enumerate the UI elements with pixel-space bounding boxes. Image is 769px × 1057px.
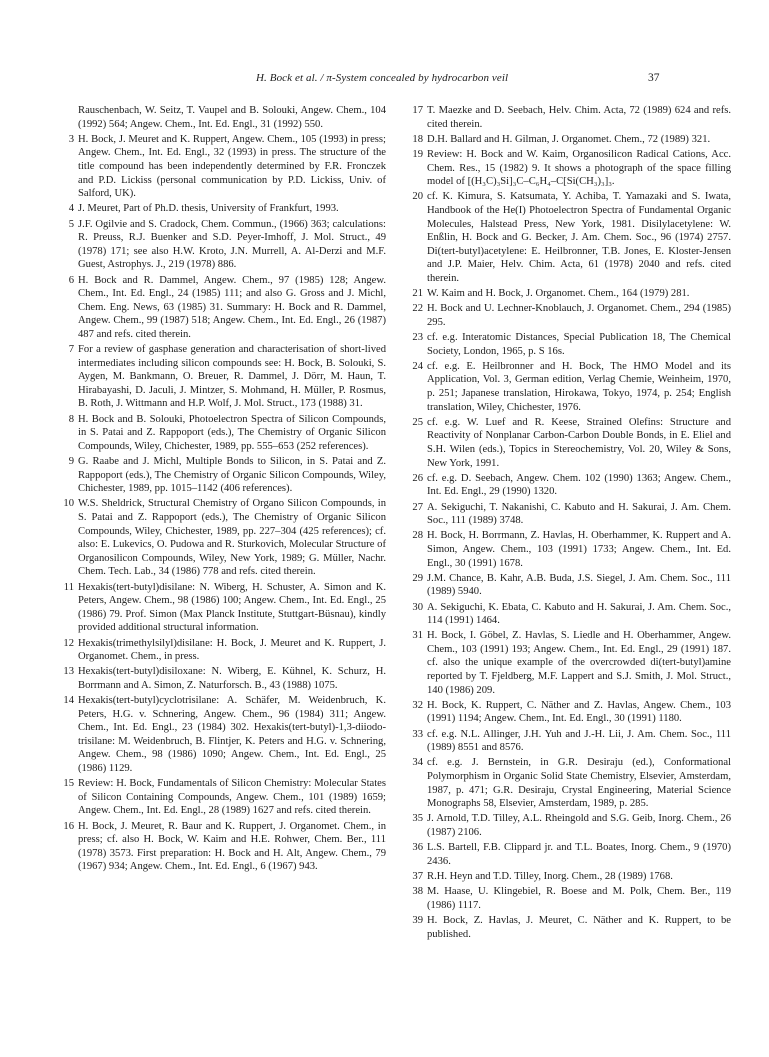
reference-item [66,413,386,454]
reference-item [412,572,731,599]
reference-text: H. Bock, I. Göbel, Z. Havlas, S. Liedle and H. Oberhammer, Angew. Chem., 103 (1991) 193; Angew. Chem., Int. Ed. Engl., 29 (1991) 187. cf. also the unique example of the overcrowded di(tert-butyl)amine reported by T. Fjeldberg, M.F. Lappert and S.J. Smith, J. Mol. Struct., 140 (1986) 209. [427,630,731,696]
reference-number: 34 [412,757,423,769]
reference-number: 15 [63,778,74,790]
reference-number: 18 [412,133,423,145]
reference-number: 26 [412,472,423,484]
reference-number: 37 [412,870,423,882]
reference-text: J.F. Ogilvie and S. Cradock, Chem. Commun., (1966) 363; calculations: R. Preuss, R.J. Buenker and S.D. Peyer-Imhoff, J. Mol. Struct., 49 (1978) 171; see also H.W. Kroto, J.N. Murrell, A. Al-Derzi and M.F. Guest, Astrophys. J., 219 (1978) 886. [78,218,386,271]
reference-item [66,274,386,342]
reference-item [412,472,731,499]
reference-number: 11 [63,581,74,593]
reference-text: H. Bock, K. Ruppert, C. Näther and Z. Havlas, Angew. Chem., 103 (1991) 1194; Angew. Chem., Int. Ed. Engl., 30 (1991) 1180. [427,699,731,725]
reference-number: 22 [412,303,423,315]
reference-text: cf. e.g. E. Heilbronner and H. Bock, The HMO Model and its Application, Vol. 3, German edition, Verlag Chemie, Weinheim, 1970, p. 251; Japanese translation, Hirokawa, Tokyo, 1974, p. 254; English translation, Wiley, Chichester, 1976. [427,360,731,413]
reference-item [63,777,386,818]
reference-text: W. Kaim and H. Bock, J. Organomet. Chem., 164 (1979) 281. [427,288,690,300]
reference-number: 9 [68,456,74,467]
reference-item [412,601,731,628]
reference-number: 31 [412,630,423,642]
reference-item [412,287,731,301]
references-right-column [412,104,731,943]
reference-text: H. Bock, Z. Havlas, J. Meuret, C. Näther and K. Ruppert, to be published. [427,914,731,940]
reference-item [412,841,731,868]
reference-item [66,202,386,216]
reference-text: Hexakis(tert-butyl)disiloxane: N. Wiberg, E. Kühnel, K. Schurz, H. Borrmann and A. Simon, Z. Naturforsch. B., 43 (1988) 1075. [78,666,386,691]
reference-text: J. Meuret, Part of Ph.D. thesis, University of Frankfurt, 1993. [78,203,339,215]
reference-number: 14 [63,695,74,707]
reference-number: 3 [68,133,74,145]
reference-number: 21 [412,288,423,300]
reference-text: H. Bock, H. Borrmann, Z. Havlas, H. Oberhammer, K. Ruppert and A. Simon, Angew. Chem., 103 (1991) 1733; Angew. Chem., Int. Ed. Engl., 30 (1991) 1678. [427,530,731,569]
reference-text: H. Bock and U. Lechner-Knoblauch, J. Organomet. Chem., 294 (1985) 295. [427,303,731,328]
reference-number: 35 [412,813,423,825]
reference-number: 10 [63,498,74,510]
reference-item [66,133,386,201]
reference-text: R.H. Heyn and T.D. Tilley, Inorg. Chem., 28 (1989) 1768. [427,870,673,882]
reference-number: 20 [412,191,423,203]
reference-text: A. Sekiguchi, K. Ebata, C. Kabuto and H. Sakurai, J. Am. Chem. Soc., 114 (1991) 1464. [427,601,731,627]
reference-item [63,694,386,776]
reference-number: 33 [412,728,423,740]
reference-item [412,360,731,414]
reference-text: A. Sekiguchi, T. Nakanishi, C. Kabuto and H. Sakurai, J. Am. Chem. Soc., 111 (1989) 3748. [427,501,731,527]
reference-item [63,820,386,874]
reference-text: H. Bock, J. Meuret, R. Baur and K. Ruppert, J. Organomet. Chem., in press; cf. also H. Bock, W. Kaim and H.E. Rohwer, Chem. Ber., 111 (1978) 3573. First preparation: H. Bock and H. Alt, Angew. Chem., 79 (1967) 934; Angew. Chem., Int. Ed. Engl., 6 (1967) 943. [78,820,386,873]
running-head: H. Bock et al. / π-System concealed by hydrocarbon veil [256,72,509,84]
reference-number: 4 [68,203,74,215]
reference-text: Hexakis(tert-butyl)cyclotrisilane: A. Schäfer, M. Weidenbruch, K. Peters, H.G. v. Schnering, Angew. Chem., 96 (1984) 311; Angew. Chem., Int. Ed. Engl., 23 (1984) 302. Hexakis(tert-butyl)-1,3-diiodo-trisilane: M. Weidenbruch, B. Flintjer, K. Peters and H.G. v. Schnering, Angew. Chem., 98 (1986) 1090; Angew. Chem., Int. Ed. Engl., 25 (1986) 1129. [78,695,386,775]
reference-item [63,637,386,664]
reference-item [412,812,731,839]
reference-number: 24 [412,360,423,372]
reference-item [63,665,386,692]
reference-text: H. Bock, J. Meuret and K. Ruppert, Angew. Chem., 105 (1993) in press; Angew. Chem., Int. Ed. Engl., 32 (1993) in press. The structure of the title compound has been independently determined by F.R. Fronczek and P.D. Lickiss (personal communication by P.D. Lickiss, Univ. of Salford, UK). [78,133,386,200]
reference-item [412,870,731,884]
references-left-column [63,104,386,876]
reference-item [66,455,386,496]
reference-item [412,190,731,285]
reference-number: 29 [412,572,423,584]
reference-number: 8 [68,413,74,425]
reference-number: 32 [412,699,423,711]
reference-text: J. Arnold, T.D. Tilley, A.L. Rheingold and S.G. Geib, Inorg. Chem., 26 (1987) 2106. [427,813,731,838]
reference-number: 28 [412,530,423,542]
reference-text: M. Haase, U. Klingebiel, R. Boese and M. Polk, Chem. Ber., 119 (1986) 1117. [427,886,731,911]
reference-number: 16 [63,820,74,832]
reference-item [412,302,731,329]
reference-item [412,133,731,147]
reference-text: cf. e.g. D. Seebach, Angew. Chem. 102 (1990) 1363; Angew. Chem., Int. Ed. Engl., 29 (1990) 1320. [427,472,731,498]
reference-item [412,529,731,570]
reference-text: G. Raabe and J. Michl, Multiple Bonds to Silicon, in S. Patai and Z. Rappoport (eds.), The Chemistry of Organic Silicon Compounds, Wiley, Chichester, 1989, pp. 1015–1142 (406 references). [78,456,386,495]
reference-number: 36 [412,842,423,854]
reference-item [66,104,386,131]
reference-number: 19 [412,148,423,160]
reference-text: D.H. Ballard and H. Gilman, J. Organomet. Chem., 72 (1989) 321. [427,133,711,145]
reference-text: cf. e.g. W. Luef and R. Keese, Strained Olefins: Structure and Reactivity of Nonplanar Carbon-Carbon Double Bonds, in E. Eliel and S.H. Wilen (eds.), Topics in Stereochemistry, Vol. 20, Wiley & Sons, New York, 1991. [427,416,731,469]
reference-item [412,728,731,755]
reference-text: H. Bock and R. Dammel, Angew. Chem., 97 (1985) 128; Angew. Chem., Int. Ed. Engl., 24 (1985) 111; and also G. Gross and J. Michl, Chem. Eng. News, 63 (1985) 31. Summary: H. Bock and R. Dammel, Angew. Chem., 99 (1987) 518; Angew. Chem., Int. Ed. Engl., 26 (1987) 487 and refs. cited therein. [78,274,386,340]
reference-text: For a review of gasphase generation and characterisation of short-lived intermediates including silicon compounds see: H. Bock, B. Solouki, S. Aygen, M. Bankmann, O. Breuer, R. Dammel, J. Dörr, M. Haun, T. Hirabayashi, D. Jaculi, J. Mintzer, S. Mohmand, H. Müller, P. Rosmus, B. Roth, J. Wittmann and H.P. Wolf, J. Mol. Struct., 173 (1988) 31. [78,344,386,410]
reference-text: L.S. Bartell, F.B. Clippard jr. and T.L. Boates, Inorg. Chem., 9 (1970) 2436. [427,842,731,867]
reference-item [66,343,386,411]
reference-number: 7 [68,344,74,356]
reference-text: Rauschenbach, W. Seitz, T. Vaupel and B. Solouki, Angew. Chem., 104 (1992) 564; Angew. Chem., Int. Ed. Engl., 31 (1992) 550. [78,105,386,130]
reference-item [63,497,386,579]
reference-text: H. Bock and B. Solouki, Photoelectron Spectra of Silicon Compounds, in S. Patai and Z. Rappoport (eds.), The Chemistry of Organic Silicon Compounds, Wiley, Chichester, 1989, pp. 555–653 (252 references). [78,413,386,452]
reference-item [412,148,731,189]
reference-number: 38 [412,886,423,898]
reference-text: Hexakis(trimethylsilyl)disilane: H. Bock, J. Meuret and K. Ruppert, J. Organomet. Chem., in press. [78,637,386,663]
reference-text: Review: H. Bock, Fundamentals of Silicon Chemistry: Molecular States of Silicon Containing Compounds, Angew. Chem., 101 (1989) 1659; Angew. Chem., Int. Ed. Engl., 28 (1989) 1627 and refs. cited therein. [78,778,386,817]
reference-item [412,104,731,131]
reference-item [412,699,731,726]
reference-number: 27 [412,501,423,513]
reference-number: 25 [412,416,423,428]
page-number: 37 [648,72,660,84]
reference-text: cf. K. Kimura, S. Katsumata, Y. Achiba, T. Yamazaki and S. Iwata, Handbook of the He(I) Photoelectron Spectra of Fundamental Organic Molecules, Halstead Press, New York, 1981. Disilylacetylene: W. Enßlin, H. Bock and G. Becker, J. Am. Chem. Soc., 96 (1974) 2757. Di(tert-butyl)acetylene: E. Heilbronner, T.B. Jones, E. Kloster-Jensen and J.P. Maier, Helv. Chim. Acta, 61 (1978) 2040 and refs. cited therein. [427,191,731,284]
reference-text: T. Maezke and D. Seebach, Helv. Chim. Acta, 72 (1989) 624 and refs. cited therein. [427,105,731,130]
reference-number: 5 [68,218,74,230]
reference-number: 39 [412,914,423,926]
reference-item [66,218,386,272]
reference-number: 30 [412,601,423,613]
reference-number: 6 [68,274,74,286]
reference-text: J.M. Chance, B. Kahr, A.B. Buda, J.S. Siegel, J. Am. Chem. Soc., 111 (1989) 5940. [427,572,731,598]
reference-text: W.S. Sheldrick, Structural Chemistry of Organo Silicon Compounds, in S. Patai and Z. Rappoport (eds.), The Chemistry of Organic Silicon Compounds, Wiley, Chichester, 1989, pp. 227–304 (425 references); cf. also: E. Lukevics, O. Pudowa and R. Sturkovich, Molecular Structure of Organosilicon Compounds, Wiley, New York, 1989; G. Müller, Nachr. Chem. Tech. Lab., 34 (1986) 778 and refs. cited therein. [78,498,386,578]
reference-item [412,629,731,697]
reference-number: 23 [412,332,423,344]
reference-text: Hexakis(tert-butyl)disilane: N. Wiberg, H. Schuster, A. Simon and K. Peters, Angew. Chem., 98 (1986) 100; Angew. Chem., Int. Ed. Engl., 25 (1986) 79. Prof. Simon (Max Planck Institute, Stuttgart-Büsnau), kindly provided additional structural information. [78,581,386,634]
reference-text: cf. e.g. J. Bernstein, in G.R. Desiraju (ed.), Conformational Polymorphism in Organic Solid State Chemistry, Elsevier, Amsterdam, 1987, p. 471; G.R. Desiraju, Crystal Engineering, Material Science Monographs 58, Elsevier, Amsterdam, 1989, p. 285. [427,757,731,810]
reference-text: Review: H. Bock and W. Kaim, Organosilicon Radical Cations, Acc. Chem. Res., 15 (1982) 9. It shows a photograph of the space filling model of [(H₃C)₃Si]₃C–C₆H₄–C[Si(CH₃)₃]₃. [427,148,731,188]
reference-item [412,756,731,810]
reference-item [412,501,731,528]
reference-item [412,914,731,941]
reference-number: 13 [63,666,74,678]
reference-item [412,885,731,912]
reference-text: cf. e.g. N.L. Allinger, J.H. Yuh and J.-H. Lii, J. Am. Chem. Soc., 111 (1989) 8551 and 8576. [427,728,731,754]
reference-item [412,416,731,470]
reference-number: 12 [63,637,74,649]
reference-text: cf. e.g. Interatomic Distances, Special Publication 18, The Chemical Society, London, 1965, p. S 16s. [427,332,731,357]
reference-item [63,581,386,635]
reference-number: 17 [412,105,423,116]
reference-item [412,331,731,358]
